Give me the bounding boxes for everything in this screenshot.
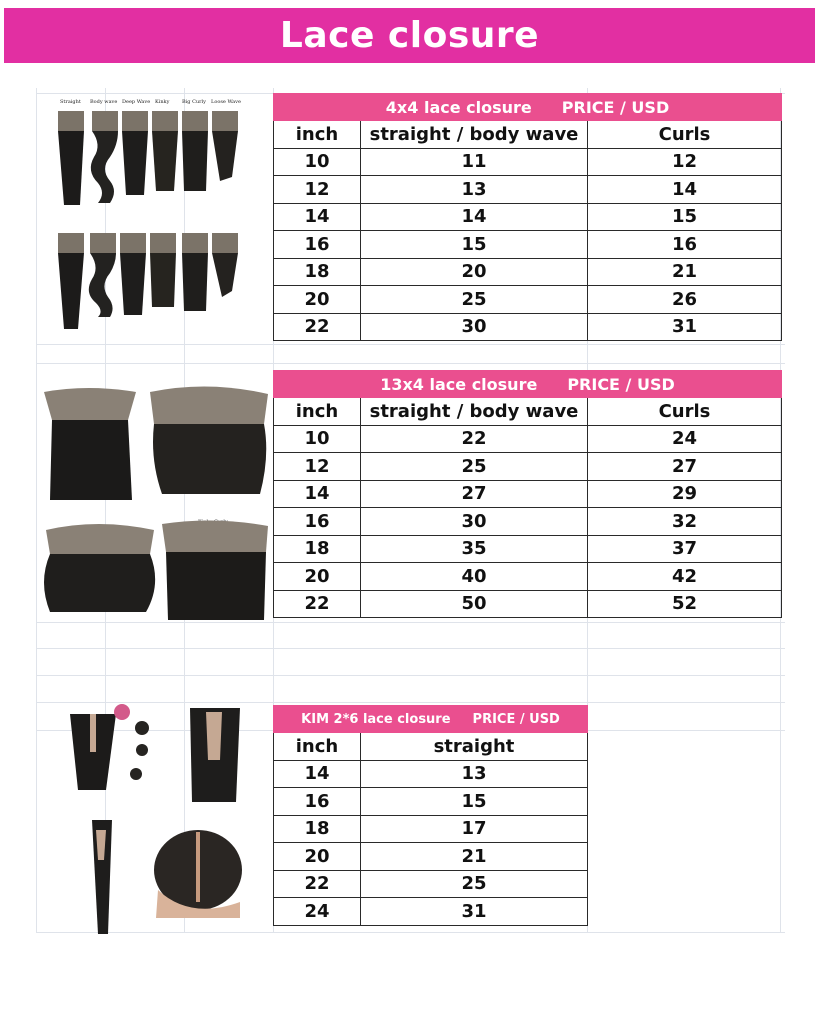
table-title: 4x4 lace closure xyxy=(385,97,532,117)
column-header-inch: inch xyxy=(274,733,361,761)
table-row xyxy=(274,815,588,843)
cell-price: 14 xyxy=(588,176,782,204)
column-header-straight: straight xyxy=(361,733,588,761)
photo-label-deep-wave: Deep Wave xyxy=(122,99,151,105)
photo-label-straight: Straight xyxy=(60,99,81,105)
photo-label-big-curly: Big Curly xyxy=(182,99,206,105)
cell-inch: 16 xyxy=(274,788,361,816)
table-row xyxy=(274,760,588,788)
cell-price: 37 xyxy=(588,535,782,563)
cell-price: 21 xyxy=(588,258,782,286)
photo-label-body-wave: Body wave xyxy=(90,99,118,105)
column-header-row xyxy=(274,121,782,149)
table-row xyxy=(274,425,782,453)
table-title: KIM 2*6 lace closure xyxy=(301,711,451,727)
cell-price: 13 xyxy=(361,176,588,204)
table-row xyxy=(274,286,782,314)
cell-inch: 22 xyxy=(274,590,361,618)
table-row xyxy=(274,203,782,231)
cell-price: 16 xyxy=(588,231,782,259)
cell-price: 40 xyxy=(361,563,588,591)
cell-inch: 18 xyxy=(274,535,361,563)
cell-inch: 10 xyxy=(274,148,361,176)
table-row xyxy=(274,148,782,176)
cell-price: 30 xyxy=(361,313,588,341)
table-row xyxy=(274,898,588,926)
table-header-bar xyxy=(274,371,782,398)
cell-price: 11 xyxy=(361,148,588,176)
column-header-inch: inch xyxy=(274,398,361,426)
cell-price: 26 xyxy=(588,286,782,314)
page-title: Lace closure xyxy=(279,15,540,56)
photo-label-loose-wave: Loose Wave xyxy=(211,99,241,105)
cell-inch: 20 xyxy=(274,286,361,314)
price-table-13x4 xyxy=(273,370,782,618)
table-header-bar xyxy=(274,706,588,733)
hair-closure-4x4-image xyxy=(40,95,270,340)
table-row xyxy=(274,313,782,341)
cell-inch: 10 xyxy=(274,425,361,453)
hair-kim-2x6-image xyxy=(40,690,270,935)
cell-inch: 14 xyxy=(274,203,361,231)
cell-price: 50 xyxy=(361,590,588,618)
cell-price: 27 xyxy=(361,480,588,508)
cell-price: 31 xyxy=(588,313,782,341)
cell-price: 42 xyxy=(588,563,782,591)
cell-price: 22 xyxy=(361,425,588,453)
cell-price: 30 xyxy=(361,508,588,536)
cell-price: 15 xyxy=(588,203,782,231)
cell-inch: 16 xyxy=(274,231,361,259)
cell-price: 31 xyxy=(361,898,588,926)
column-header-curls: Curls xyxy=(588,121,782,149)
cell-price: 27 xyxy=(588,453,782,481)
cell-inch: 20 xyxy=(274,843,361,871)
cell-inch: 16 xyxy=(274,508,361,536)
cell-inch: 14 xyxy=(274,480,361,508)
table-row xyxy=(274,453,782,481)
photo-label-kinky: Kinky xyxy=(155,99,170,105)
column-header-row xyxy=(274,398,782,426)
cell-price: 14 xyxy=(361,203,588,231)
cell-price: 12 xyxy=(588,148,782,176)
table-title: 13x4 lace closure xyxy=(380,374,538,394)
cell-inch: 12 xyxy=(274,176,361,204)
table-row xyxy=(274,535,782,563)
cell-inch: 18 xyxy=(274,258,361,286)
cell-price: 25 xyxy=(361,453,588,481)
price-label: PRICE / USD xyxy=(567,374,675,394)
table-row xyxy=(274,231,782,259)
column-header-row xyxy=(274,733,588,761)
table-row xyxy=(274,788,588,816)
price-table-kim-2x6 xyxy=(273,705,588,926)
cell-price: 52 xyxy=(588,590,782,618)
title-banner xyxy=(4,8,815,63)
table-row xyxy=(274,843,588,871)
hair-frontal-13x4-image xyxy=(38,376,270,626)
cell-price: 32 xyxy=(588,508,782,536)
kim-2x6-photos xyxy=(40,690,270,935)
cell-inch: 20 xyxy=(274,563,361,591)
column-header-straight-body-wave: straight / body wave xyxy=(361,121,588,149)
frontal-13x4-photos xyxy=(38,376,270,626)
cell-price: 25 xyxy=(361,286,588,314)
price-label: PRICE / USD xyxy=(472,711,560,727)
table-row xyxy=(274,590,782,618)
table-row xyxy=(274,176,782,204)
table-row xyxy=(274,258,782,286)
cell-price: 29 xyxy=(588,480,782,508)
cell-inch: 22 xyxy=(274,870,361,898)
cell-price: 13 xyxy=(361,760,588,788)
column-header-straight-body-wave: straight / body wave xyxy=(361,398,588,426)
price-table-4x4 xyxy=(273,93,782,341)
cell-inch: 14 xyxy=(274,760,361,788)
cell-price: 21 xyxy=(361,843,588,871)
column-header-inch: inch xyxy=(274,121,361,149)
table-row xyxy=(274,508,782,536)
cell-inch: 12 xyxy=(274,453,361,481)
table-row xyxy=(274,870,588,898)
cell-price: 15 xyxy=(361,788,588,816)
table-row xyxy=(274,563,782,591)
cell-price: 20 xyxy=(361,258,588,286)
cell-price: 15 xyxy=(361,231,588,259)
table-row xyxy=(274,480,782,508)
closure-4x4-photos xyxy=(40,95,270,340)
table-header-bar xyxy=(274,94,782,121)
cell-price: 17 xyxy=(361,815,588,843)
cell-price: 35 xyxy=(361,535,588,563)
column-header-curls: Curls xyxy=(588,398,782,426)
cell-price: 24 xyxy=(588,425,782,453)
cell-inch: 24 xyxy=(274,898,361,926)
cell-price: 25 xyxy=(361,870,588,898)
cell-inch: 22 xyxy=(274,313,361,341)
cell-inch: 18 xyxy=(274,815,361,843)
price-label: PRICE / USD xyxy=(561,97,670,117)
